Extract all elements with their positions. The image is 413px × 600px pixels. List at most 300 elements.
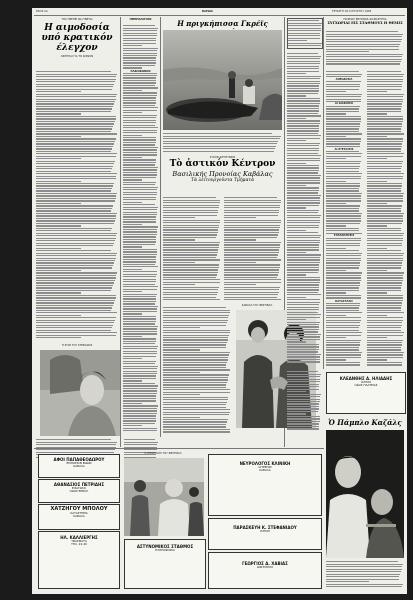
text-line — [163, 372, 200, 373]
text-line — [163, 217, 195, 218]
text-line — [123, 75, 157, 76]
text-line — [123, 276, 156, 277]
text-line — [123, 286, 158, 287]
text-line — [367, 178, 403, 179]
text-line — [287, 103, 320, 104]
text-line — [287, 61, 320, 62]
text-line — [123, 261, 156, 262]
text-line — [326, 210, 359, 211]
text-line — [367, 208, 401, 209]
text-line — [224, 297, 277, 298]
text-line — [163, 262, 195, 263]
text-line — [36, 248, 81, 249]
text-line — [36, 260, 115, 261]
text-line — [287, 401, 320, 402]
text-line — [123, 38, 156, 39]
text-line — [287, 227, 319, 228]
text-line — [367, 108, 401, 109]
text-line — [287, 217, 320, 218]
text-line — [163, 327, 200, 328]
text-line — [287, 396, 320, 397]
text-line — [36, 141, 115, 142]
text-line — [287, 130, 319, 131]
text-line — [367, 116, 403, 117]
text-line — [326, 270, 346, 271]
text-line — [326, 327, 359, 328]
text-line — [326, 49, 399, 50]
text-line — [36, 295, 116, 296]
text-line — [367, 255, 403, 256]
text-line — [326, 243, 360, 244]
text-line — [123, 333, 157, 334]
text-line — [287, 376, 320, 377]
text-line — [367, 297, 403, 298]
text-line — [287, 210, 319, 211]
text-line — [287, 408, 319, 409]
text-line — [123, 204, 155, 205]
text-line — [163, 344, 226, 345]
text-line — [123, 400, 156, 401]
text-line — [36, 275, 116, 276]
text-line — [287, 175, 321, 176]
text-line — [326, 136, 346, 137]
ad-box-3: ΧΑΤΖΗΓΟΥ ΜΠΟΛΟΥ ΚΑΤΑΣΤΗΜΑ ΚΑΒΑΛΑ — [38, 504, 120, 530]
text-line — [224, 299, 281, 300]
text-line — [367, 106, 402, 107]
text-line — [123, 122, 156, 123]
text-line — [326, 141, 361, 142]
text-line — [123, 380, 142, 381]
text-line — [123, 149, 157, 150]
text-line — [123, 249, 157, 250]
text-line — [287, 220, 320, 221]
text-line — [367, 141, 403, 142]
grace-kelly-photo — [163, 30, 282, 130]
text-line — [123, 316, 156, 317]
text-line — [367, 181, 387, 182]
text-line — [326, 59, 402, 60]
text-line — [367, 240, 403, 241]
text-line — [123, 142, 156, 143]
text-line — [123, 291, 142, 292]
calendar-heading: ΗΜΕΡΟΛΟΓΙΟΝ — [129, 18, 152, 21]
ad-box-iliadis: ΚΛΕΑΝΘΗΣ Α. ΗΛΙΑΔΗΣ ΙΑΤΡΟΣ ΟΔΟΣ ΠΛΑΤΕΙΑΣ — [326, 372, 406, 414]
text-line — [123, 271, 157, 272]
text-line — [367, 238, 403, 239]
text-line — [287, 202, 320, 203]
text-line — [367, 136, 387, 137]
text-line — [36, 131, 111, 132]
text-line — [326, 166, 360, 167]
text-line — [367, 337, 387, 338]
text-line — [224, 244, 280, 245]
text-line — [163, 242, 220, 243]
text-line — [287, 128, 319, 129]
text-line — [287, 200, 320, 201]
text-line — [163, 414, 229, 415]
text-line — [36, 195, 116, 196]
text-line — [163, 426, 226, 427]
right-top-text — [326, 30, 404, 66]
text-line — [326, 213, 362, 214]
text-line — [123, 279, 156, 280]
text-line — [163, 382, 227, 383]
text-line — [224, 210, 279, 211]
text-line — [224, 252, 279, 253]
text-line — [123, 418, 156, 419]
text-line — [367, 228, 401, 229]
text-line — [36, 81, 115, 82]
text-line — [326, 183, 360, 184]
text-line — [163, 287, 219, 288]
text-line — [123, 284, 155, 285]
text-line — [163, 274, 217, 275]
text-line — [326, 584, 403, 585]
text-line — [36, 156, 116, 157]
text-line — [287, 386, 319, 387]
text-line — [163, 325, 226, 326]
text-line — [36, 190, 111, 191]
text-line — [287, 406, 319, 407]
text-line — [326, 138, 361, 139]
text-line — [326, 267, 359, 268]
text-line — [123, 269, 142, 270]
right-col-b-text — [326, 70, 362, 368]
ad-box-chavias: ΓΕΩΡΓΙΟΣ Δ. ΧΑΒΙΑΣ ΔΙΚΗΓΟΡΟΣ — [208, 552, 322, 589]
text-line — [36, 178, 116, 179]
text-line — [288, 28, 321, 29]
text-line — [123, 154, 157, 155]
text-line — [36, 330, 111, 331]
text-line — [123, 321, 156, 322]
text-line — [367, 198, 403, 199]
text-line — [326, 218, 361, 219]
text-line — [367, 300, 403, 301]
text-line — [367, 210, 401, 211]
text-line — [163, 259, 220, 260]
column-rule — [160, 17, 161, 437]
text-line — [224, 200, 281, 201]
text-line — [287, 331, 318, 332]
text-line — [36, 267, 112, 268]
text-line — [123, 65, 155, 66]
text-line — [367, 205, 402, 206]
text-line — [163, 429, 230, 430]
text-line — [367, 248, 387, 249]
text-line — [287, 411, 318, 412]
text-line — [163, 322, 227, 323]
text-line — [367, 258, 403, 259]
text-line — [287, 252, 306, 253]
text-line — [123, 241, 156, 242]
left-photo-caption: Η ΣΤΑΡ ΤΟΥ ΣΤΕΦΑΝΟΣ — [61, 344, 93, 347]
left-story-sub: ΟΣΡΗΓΙΑΙ ΓΙΑ ΤΟ ΚΟΙΝΟΝ — [60, 55, 94, 58]
text-line — [367, 133, 404, 134]
text-line — [367, 76, 403, 77]
text-line — [36, 439, 111, 440]
text-line — [326, 118, 361, 119]
text-line — [123, 308, 157, 309]
text-line — [163, 272, 218, 273]
text-line — [287, 197, 320, 198]
text-line — [367, 315, 387, 316]
text-line — [326, 173, 362, 174]
text-line — [367, 190, 401, 191]
text-line — [123, 395, 156, 396]
text-line — [123, 331, 157, 332]
text-line — [326, 91, 346, 92]
text-line — [123, 216, 156, 217]
text-line — [367, 79, 403, 80]
text-line — [163, 212, 218, 213]
text-line — [163, 409, 230, 410]
text-line — [123, 182, 156, 183]
text-line — [123, 296, 156, 297]
text-line — [123, 368, 157, 369]
text-line — [287, 83, 320, 84]
text-line — [326, 262, 360, 263]
text-line — [123, 281, 156, 282]
text-line — [287, 418, 320, 419]
text-line — [367, 121, 403, 122]
text-line — [326, 200, 361, 201]
text-line — [163, 349, 200, 350]
text-line — [287, 287, 319, 288]
text-line — [326, 128, 359, 129]
text-line — [287, 297, 306, 298]
text-line — [36, 327, 112, 328]
text-line — [36, 310, 111, 311]
text-line — [326, 337, 346, 338]
text-line — [36, 325, 113, 326]
text-line — [287, 81, 320, 82]
text-line — [326, 84, 360, 85]
text-line — [36, 215, 116, 216]
left-story-header — [36, 18, 118, 58]
text-line — [36, 111, 111, 112]
text-line — [123, 256, 156, 257]
text-line — [326, 571, 401, 572]
text-line — [123, 393, 157, 394]
text-line — [123, 236, 156, 237]
text-line — [326, 146, 360, 147]
text-line — [163, 297, 216, 298]
text-line — [326, 215, 361, 216]
text-line — [123, 60, 156, 61]
text-line — [367, 71, 401, 72]
text-line — [367, 357, 403, 358]
casals-caption-text — [326, 560, 404, 588]
text-line — [367, 151, 401, 152]
text-line — [287, 138, 320, 139]
text-line — [163, 332, 230, 333]
text-line — [326, 297, 361, 298]
text-line — [367, 267, 401, 268]
text-line — [123, 62, 156, 63]
right-top-header — [326, 18, 404, 26]
text-line — [287, 170, 319, 171]
text-line — [36, 89, 112, 90]
text-line — [163, 237, 216, 238]
text-line — [326, 153, 362, 154]
text-line — [123, 187, 158, 188]
text-line — [123, 346, 158, 347]
text-line — [367, 96, 403, 97]
text-line — [163, 247, 219, 248]
text-line — [224, 287, 280, 288]
text-line — [367, 233, 404, 234]
text-line — [163, 377, 228, 378]
text-line — [287, 76, 321, 77]
text-line — [367, 188, 401, 189]
text-line — [36, 123, 114, 124]
text-line — [123, 410, 157, 411]
text-line — [36, 94, 117, 95]
text-line — [287, 277, 320, 278]
text-line — [367, 285, 402, 286]
text-line — [163, 419, 228, 420]
text-line — [163, 282, 220, 283]
section-head-4: ΣΥΝΑΘΛΗΣΕΙΣ — [326, 234, 362, 237]
text-line — [287, 426, 319, 427]
text-line — [163, 220, 220, 221]
text-line — [287, 225, 319, 226]
text-line — [123, 348, 157, 349]
text-line — [163, 354, 229, 355]
text-line — [326, 225, 346, 226]
text-line — [163, 342, 227, 343]
text-line — [123, 356, 156, 357]
text-line — [163, 335, 229, 336]
text-line — [326, 126, 360, 127]
text-line — [224, 249, 279, 250]
text-line — [367, 277, 403, 278]
text-line — [287, 336, 320, 337]
text-line — [123, 405, 158, 406]
text-line — [326, 307, 359, 308]
text-line — [287, 123, 320, 124]
text-line — [36, 290, 111, 291]
text-line — [287, 145, 319, 146]
text-line — [287, 341, 306, 342]
text-line — [123, 420, 156, 421]
text-line — [36, 335, 116, 336]
text-line — [36, 148, 112, 149]
text-line — [123, 341, 156, 342]
text-line — [288, 40, 307, 41]
text-line — [163, 148, 275, 149]
text-line — [287, 58, 320, 59]
text-line — [367, 173, 404, 174]
text-line — [288, 35, 320, 36]
text-line — [367, 253, 404, 254]
text-line — [224, 279, 281, 280]
text-line — [326, 292, 346, 293]
text-line — [36, 161, 115, 162]
text-line — [123, 100, 156, 101]
text-line — [36, 258, 116, 259]
text-line — [123, 430, 157, 431]
text-line — [326, 46, 399, 47]
text-line — [123, 423, 155, 424]
text-line — [367, 344, 402, 345]
text-line — [367, 99, 403, 100]
text-line — [36, 452, 114, 453]
text-line — [36, 163, 114, 164]
text-line — [123, 97, 156, 98]
text-line — [163, 257, 216, 258]
text-line — [326, 330, 359, 331]
text-line — [367, 143, 402, 144]
group-photo — [124, 458, 204, 536]
center-story-header — [163, 156, 282, 184]
newspaper-page — [32, 8, 407, 594]
text-line — [163, 200, 220, 201]
text-line — [36, 253, 117, 254]
text-line — [163, 264, 219, 265]
text-line — [287, 389, 319, 390]
text-line — [123, 87, 158, 88]
text-line — [36, 71, 111, 72]
center-story-text-c — [163, 306, 231, 434]
text-line — [163, 317, 228, 318]
text-line — [287, 143, 320, 144]
text-line — [367, 148, 401, 149]
text-line — [123, 274, 157, 275]
text-line — [163, 244, 219, 245]
text-line — [287, 317, 320, 318]
text-line — [367, 325, 402, 326]
text-line — [287, 428, 319, 429]
text-line — [367, 262, 402, 263]
text-line — [163, 136, 281, 137]
text-line — [163, 374, 229, 375]
text-line — [123, 67, 142, 68]
text-line — [367, 138, 403, 139]
left-story-kicker: ΤΟΣ ΠΡΕΠΕΙ ΝΑ ΓΙΝΕΤΑΙ — [61, 18, 93, 21]
radio-heading: ΡΑΔΙΟΦΩΝΟΝ — [123, 70, 158, 73]
text-line — [287, 180, 320, 181]
text-line — [123, 251, 157, 252]
text-line — [326, 317, 361, 318]
text-line — [36, 449, 115, 450]
text-line — [36, 315, 81, 316]
star-portrait-photo — [40, 350, 120, 436]
text-line — [123, 144, 155, 145]
text-line — [123, 55, 157, 56]
text-line — [367, 235, 403, 236]
text-line — [287, 110, 319, 111]
text-line — [224, 202, 281, 203]
text-line — [123, 127, 158, 128]
text-line — [287, 71, 319, 72]
text-line — [326, 357, 361, 358]
right-top-kicker: ΠΟΣΕΙΑΣ ΕΝΤΟΝΟΣ ΔΙΑΜΑΡΤΥΡΙΑ — [343, 18, 387, 21]
text-line — [123, 28, 158, 29]
text-line — [287, 339, 320, 340]
text-line — [367, 243, 402, 244]
casals-headline: Ὁ Πάμπλο Καζάλς — [328, 418, 402, 427]
text-line — [287, 329, 319, 330]
text-line — [287, 309, 319, 310]
text-line — [224, 225, 280, 226]
text-line — [163, 330, 230, 331]
text-line — [326, 116, 361, 117]
text-line — [367, 307, 401, 308]
text-line — [36, 444, 116, 445]
text-line — [163, 359, 228, 360]
text-line — [326, 275, 361, 276]
